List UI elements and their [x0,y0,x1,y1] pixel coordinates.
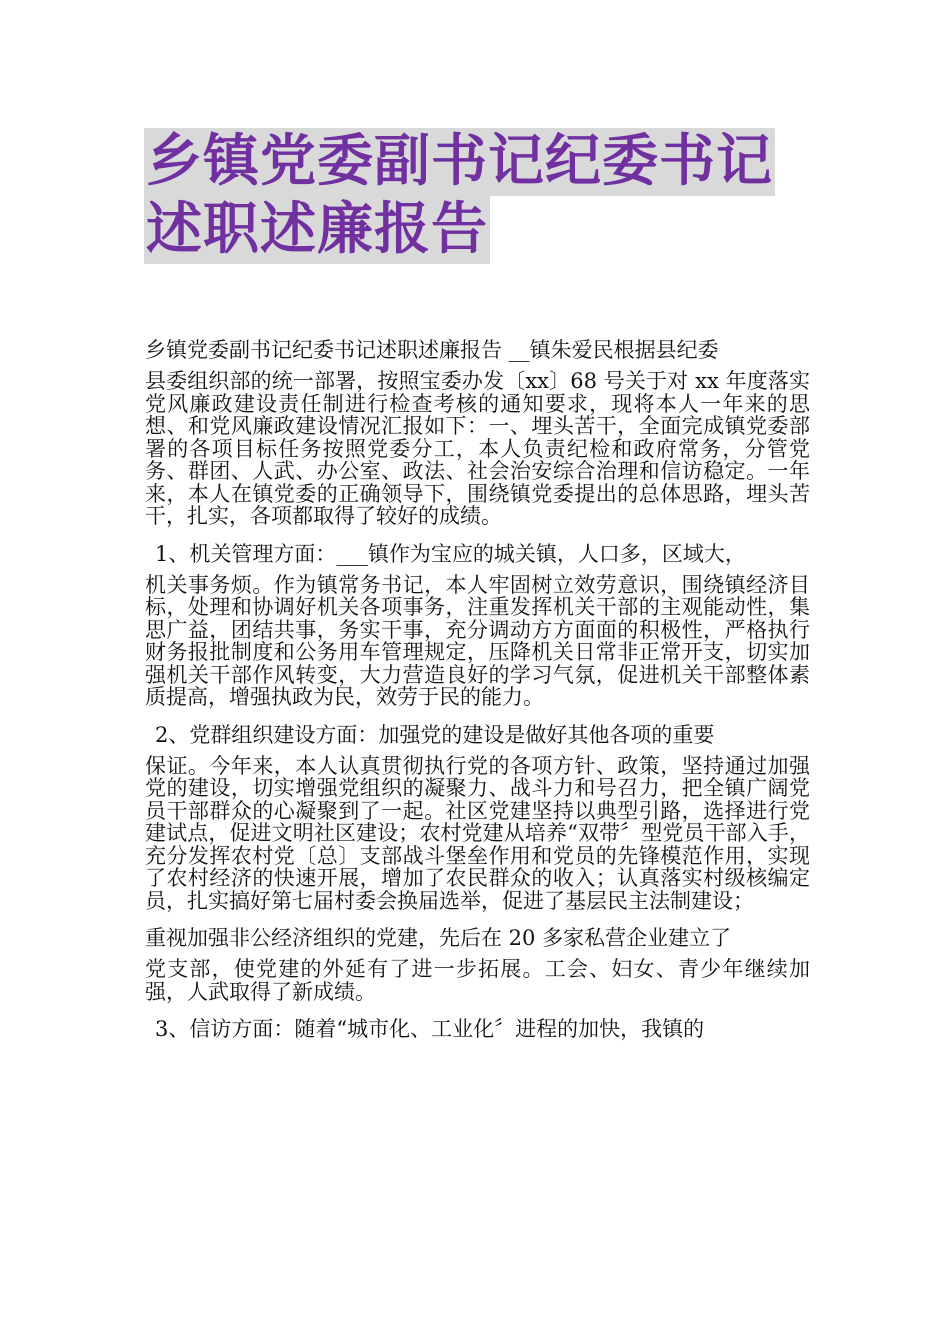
title-line-2: 述职述廉报告 [146,197,488,262]
paragraph-first-line: 重视加强非公经济组织的党建，先后在 20 多家私营企业建立了 [145,926,732,950]
paragraph-party-building [145,715,810,913]
paragraph-petitions [145,1009,810,1049]
title-line-1: 乡镇党委副书记纪委书记 [146,129,773,194]
paragraph-text: 党支部，使党建的外延有了进一步拓展。工会、妇女、青少年继续加强，人武取得了新成绩。 [145,957,810,1004]
paragraph-text: 县委组织部的统一部署，按照宝委办发〔xx〕68 号关于对 xx 年度落实党风廉政建设责任制进行检查考核的通知要求，现将本人一年来的思想、和党风廉政建设情况汇报如下：一、埋头苦干，全面完成镇党委部署的各项目标任务按照党委分工，本人负责纪检和政府常务，分管党务、群团、人武、办公室、政法、社会治安综合治理和信访稳定。一年来，本人在镇党委的正确领导下，围绕镇党委提出的总体思路，埋头苦干，扎实，各项都取得了较好的成绩。 [145,369,810,528]
paragraph-text: 机关事务烦。作为镇常务书记，本人牢固树立效劳意识，围绕镇经济目标，处理和协调好机关各项事务，注重发挥机关干部的主观能动性，集思广益，团结共事，务实干事，充分调动方方面面的积极性，严格执行财务报批制度和公务用车管理规定，压降机关日常非正常开支，切实加强机关干部作风转变，大力营造良好的学习气氛，促进机关干部整体素质提高，增强执政为民，效劳于民的能力。 [145,572,810,709]
paragraph-first-line: 乡镇党委副书记纪委书记述职述廉报告 __镇朱爱民根据县纪委 [145,338,719,362]
paragraph-first-line: 3、信访方面：随着“城市化、工业化〞进程的加快，我镇的 [155,1017,705,1041]
paragraph-first-line: 2、党群组织建设方面：加强党的建设是做好其他各项的重要 [155,722,715,747]
document-body [145,330,810,1049]
paragraph-private-enterprise [145,918,810,1003]
paragraph-office-management [145,534,810,709]
paragraph-intro [145,330,810,528]
paragraph-first-line: 1、机关管理方面：___镇作为宝应的城关镇，人口多，区域大， [155,541,746,566]
document-title [144,128,814,264]
paragraph-text: 保证。今年来，本人认真贯彻执行党的各项方针、政策，坚持通过加强党的建设，切实增强党组织的凝聚力、战斗力和号召力，把全镇广阔党员干部群众的心凝聚到了一起。社区党建坚持以典型引路，选择进行党建试点，促进文明社区建设；农村党建从培养“双带〞型党员干部入手，充分发挥农村党〔总〕支部战斗堡垒作用和党员的先锋模范作用，实现了农村经济的快速开展，增加了农民群众的收入；认真落实村级核编定员，扎实搞好第七届村委会换届选举，促进了基层民主法制建设； [145,753,810,913]
